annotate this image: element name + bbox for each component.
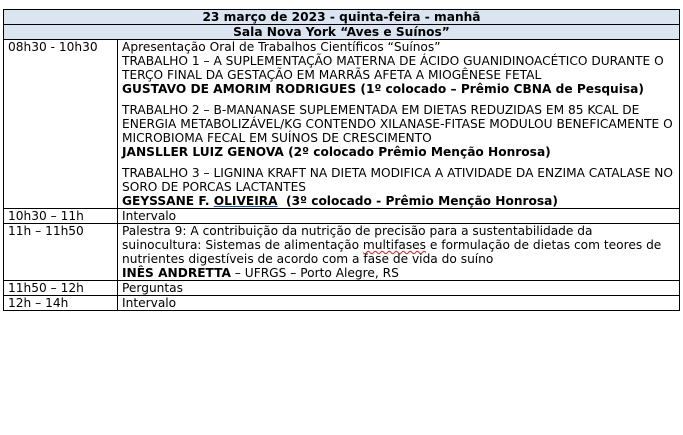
break1-time: 10h30 – 11h [4,209,118,224]
break1-text: Intervalo [118,209,680,224]
talk9-description [122,224,675,266]
talk9-text-b: e formulação de dietas com teores de nutrientes digestíveis de acordo com a fase de vida do suíno [122,238,662,266]
work2-title: TRABALHO 2 – B-MANANASE SUPLEMENTADA EM DIETAS REDUZIDAS EM 85 KCAL DE ENERGIA METABOLIZÁVEL/KG CONTENDO XILANASE-FITASE MODULOU BENEFICAMENTE O MICROBIOMA FECAL EM SUÍNOS DE CRESCIMENTO [122,103,673,145]
session1-time: 08h30 - 10h30 [4,40,118,209]
questions-row [4,281,680,296]
work2-block [122,103,675,159]
date-header: 23 março de 2023 - quinta-feira - manhã [4,10,680,25]
room-header: Sala Nova York “Aves e Suínos” [4,25,680,40]
break2-text: Intervalo [118,296,680,311]
session1-row [4,40,680,209]
session2-row [4,224,680,281]
work3-author [122,194,675,208]
work2-author: JANSLLER LUIZ GENOVA (2º colocado Prêmio Menção Honrosa) [122,145,551,159]
work1-title: TRABALHO 1 – A SUPLEMENTAÇÃO MATERNA DE ÁCIDO GUANIDINOACÉTICO DURANTE O TERÇO FINAL DA GESTAÇÃO EM MARRÃS AFETA A MIOGÊNESE FETAL [122,54,664,82]
questions-text: Perguntas [118,281,680,296]
talk9-speaker-line [122,266,675,280]
talk9-speaker: INÊS ANDRETTA [122,266,231,280]
work3-title: TRABALHO 3 – LIGNINA KRAFT NA DIETA MODIFICA A ATIVIDADE DA ENZIMA CATALASE NO SORO DE PORCAS LACTANTES [122,166,673,194]
talk9-text-a: Palestra 9: A contribuição da nutrição de precisão para a sustentabilidade da suinocultura: Sistemas de alimentação [122,224,593,252]
work1-author: GUSTAVO DE AMORIM RODRIGUES (1º colocado – Prêmio CBNA de Pesquisa) [122,82,644,96]
session1-content [118,40,680,209]
work3-author-first: GEYSSANE F. [122,194,214,208]
talk9-spellcheck-word: multifases [362,238,427,252]
break2-time: 12h – 14h [4,296,118,311]
session2-time: 11h – 11h50 [4,224,118,281]
schedule-table [3,9,680,311]
date-header-row [4,10,680,25]
work3-block [122,166,675,208]
session1-intro: Apresentação Oral de Trabalhos Científicos “Suínos” [122,40,441,54]
work3-author-award: (3º colocado - Prêmio Menção Honrosa) [277,194,558,208]
work3-author-surname: OLIVEIRA [213,194,278,208]
break2-row [4,296,680,311]
room-header-row [4,25,680,40]
session2-content [118,224,680,281]
talk9-affiliation: – UFRGS – Porto Alegre, RS [230,266,399,280]
work1-block [122,40,675,96]
break1-row [4,209,680,224]
questions-time: 11h50 – 12h [4,281,118,296]
